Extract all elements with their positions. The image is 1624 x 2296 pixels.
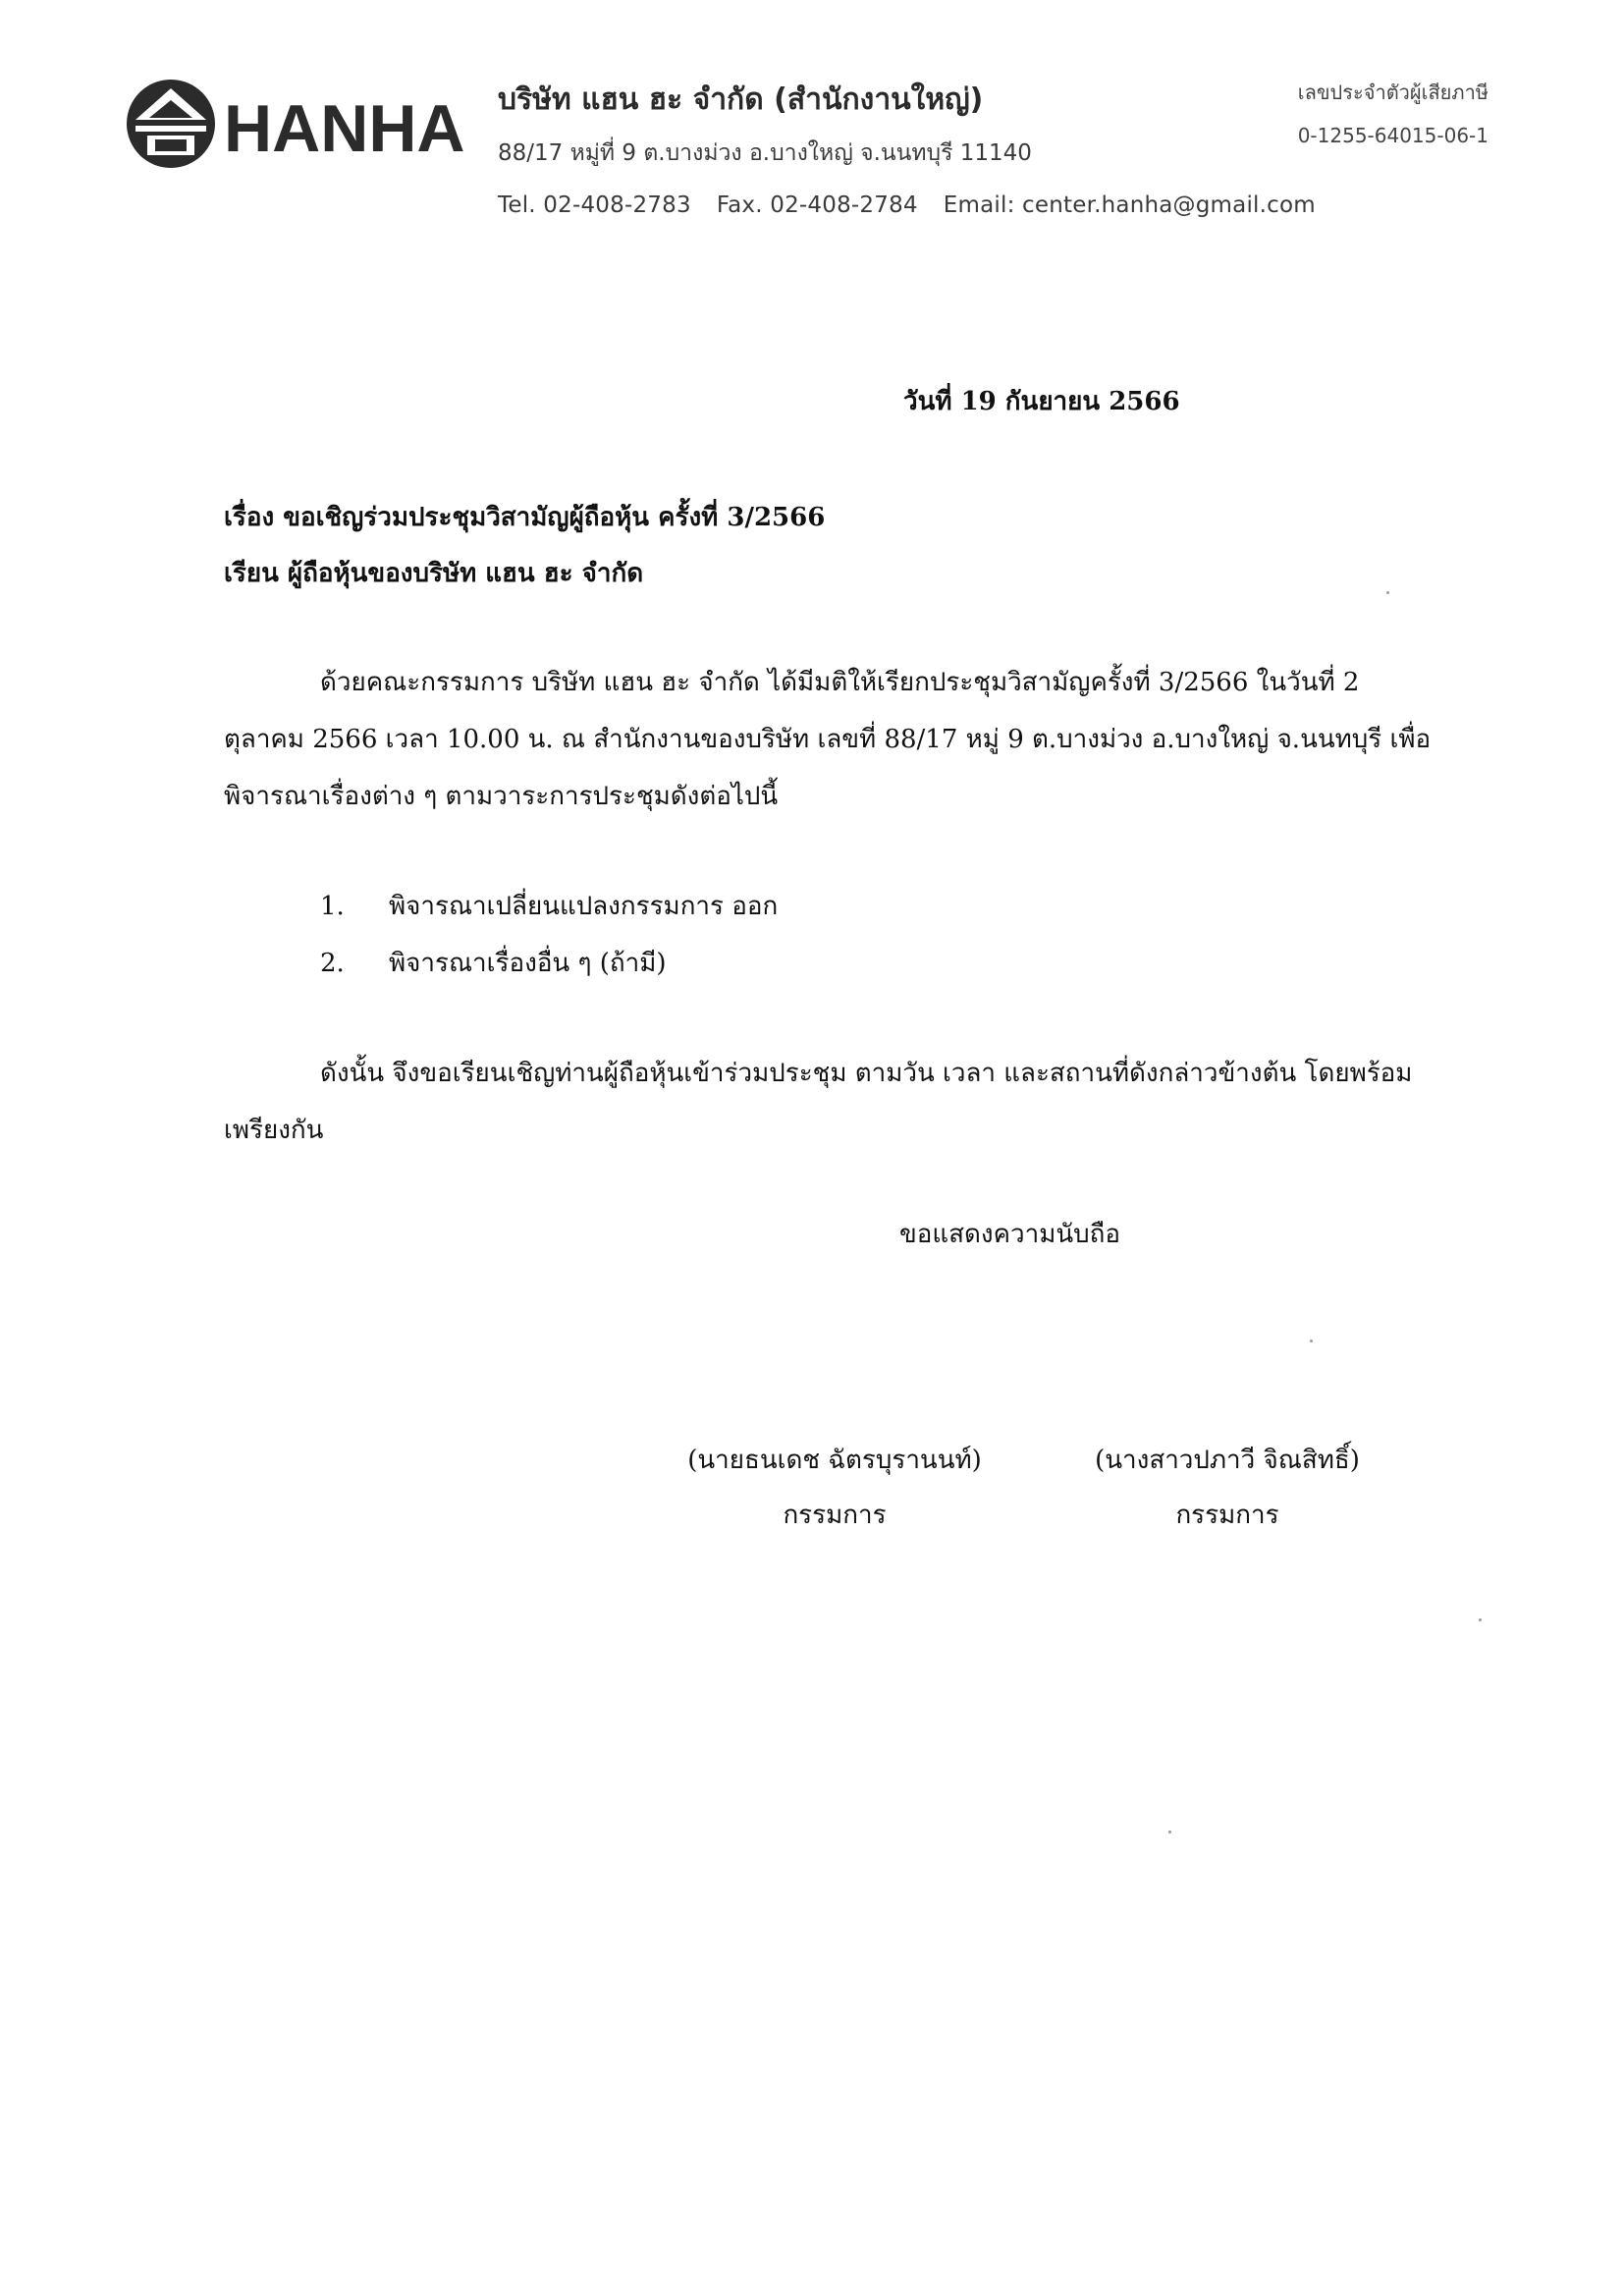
letter-date: วันที่ 19 กันยายน 2566	[903, 387, 1180, 416]
closing-salutation: ขอแสดงความนับถือ	[899, 1220, 1120, 1249]
paragraph-line: เพรียงกัน	[224, 1116, 324, 1145]
scan-speck	[1168, 1831, 1171, 1833]
company-fax: Fax. 02-408-2784	[716, 192, 918, 218]
agenda-number: 2.	[320, 949, 345, 978]
hanha-logo-mark	[122, 75, 475, 173]
paragraph-line: พิจารณาเรื่องต่าง ๆ ตามวาระการประชุมดังต่อไปนี้	[224, 782, 779, 811]
paragraph-line: ดังนั้น จึงขอเรียนเชิญท่านผู้ถือหุ้นเข้าร่วมประชุม ตามวัน เวลา และสถานที่ดังกล่าวข้างต้น โดยพร้อม	[320, 1059, 1413, 1088]
company-email: Email: center.hanha@gmail.com	[943, 192, 1316, 218]
signatory-name: (นายธนเดช ฉัตรบุรานนท์)	[687, 1446, 982, 1475]
company-logo	[122, 75, 475, 173]
agenda-list	[320, 878, 778, 992]
agenda-number: 1.	[320, 892, 345, 921]
scan-speck	[1479, 1618, 1482, 1621]
agenda-text: พิจารณาเรื่องอื่น ๆ (ถ้ามี)	[389, 949, 667, 978]
body-paragraph-1	[224, 654, 1432, 825]
company-address: 88/17 หมู่ที่ 9 ต.บางม่วง อ.บางใหญ่ จ.นนทบุรี 11140	[498, 140, 1032, 166]
paragraph-line: ด้วยคณะกรรมการ บริษัท แฮน ฮะ จำกัด ได้มีมติให้เรียกประชุมวิสามัญครั้งที่ 3/2566 ในวันที่ 2	[320, 668, 1360, 697]
signatory-title: กรรมการ	[1175, 1501, 1279, 1530]
signatory-title: กรรมการ	[783, 1501, 887, 1530]
agenda-text: พิจารณาเปลี่ยนแปลงกรรมการ ออก	[389, 892, 779, 921]
scan-speck	[1310, 1339, 1313, 1342]
agenda-item	[320, 878, 778, 935]
scan-speck	[1386, 591, 1389, 594]
paragraph-line: ตุลาคม 2566 เวลา 10.00 น. ณ สำนักงานของบริษัท เลขที่ 88/17 หมู่ 9 ต.บางม่วง อ.บางใหญ่ จ.นนทบุรี เพื่อ	[224, 725, 1432, 754]
letter-subject: เรื่อง ขอเชิญร่วมประชุมวิสามัญผู้ถือหุ้น ครั้งที่ 3/2566	[224, 503, 826, 532]
company-name: บริษัท แฮน ฮะ จำกัด (สำนักงานใหญ่)	[498, 82, 984, 117]
logo-wordmark: HANHA	[224, 91, 465, 166]
tax-id-label: เลขประจำตัวผู้เสียภาษี	[1297, 81, 1489, 104]
body-paragraph-2	[224, 1045, 1418, 1159]
agenda-item	[320, 935, 778, 992]
letter-recipient: เรียน ผู้ถือหุ้นของบริษัท แฮน ฮะ จำกัด	[224, 559, 644, 588]
company-contact	[498, 192, 1316, 218]
tax-id-value: 0-1255-64015-06-1	[1297, 124, 1489, 147]
company-tel: Tel. 02-408-2783	[498, 192, 691, 218]
signatory-name: (นางสาวปภาวี จิณสิทธิ์)	[1095, 1446, 1360, 1475]
